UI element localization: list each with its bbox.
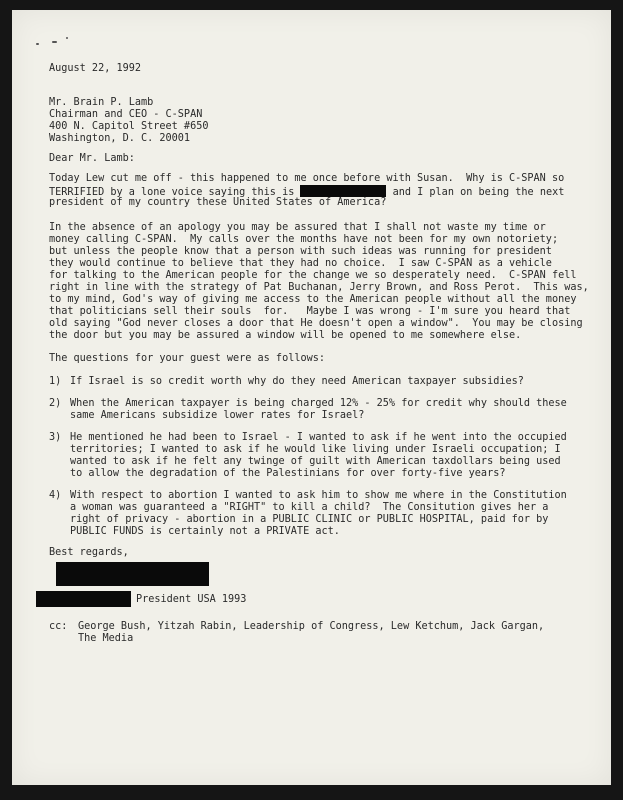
name-redaction (36, 591, 131, 607)
cc-label: cc: (49, 621, 68, 632)
signature-redaction (56, 562, 209, 586)
address-line: Mr. Brain P. Lamb (49, 97, 154, 108)
question-line: same Americans subsidize lower rates for Israel? (70, 410, 365, 421)
question-line: If Israel is so credit worth why do they need American taxpayer subsidies? (70, 376, 524, 387)
question-number: 3) (49, 432, 62, 443)
question-number: 4) (49, 490, 62, 501)
address-line: 400 N. Capitol Street #650 (49, 121, 209, 132)
paragraph-2-line: that politicians sell their souls for. Maybe I was wrong - I'm sure you heard that (49, 306, 571, 317)
paper-mark (52, 41, 57, 43)
paragraph-2-line: right in line with the strategy of Pat Buchanan, Jerry Brown, and Ross Perot. This was, (49, 282, 589, 293)
question-line: PUBLIC FUNDS is certainly not a PRIVATE act. (70, 526, 340, 537)
paragraph-1-line: Today Lew cut me off - this happened to me once before with Susan. Why is C-SPAN so (49, 173, 565, 184)
question-line: With respect to abortion I wanted to ask him to show me where in the Constitution (70, 490, 567, 501)
question-line: right of privacy - abortion in a PUBLIC CLINIC or PUBLIC HOSPITAL, paid for by (70, 514, 549, 525)
text-fragment: and I plan on being the next (386, 187, 565, 198)
cc-line: The Media (78, 633, 134, 644)
salutation: Dear Mr. Lamb: (49, 153, 135, 164)
letter-page (12, 10, 611, 785)
paragraph-2-line: old saying "God never closes a door that He doesn't open a window". You may be closing (49, 318, 583, 329)
question-line: When the American taxpayer is being charged 12% - 25% for credit why should these (70, 398, 567, 409)
paragraph-2-line: but unless the people know that a person with such ideas was running for president (49, 246, 552, 257)
question-line: wanted to ask if he felt any twinge of guilt with American taxdollars being used (70, 456, 561, 467)
paragraph-2-line: money calling C-SPAN. My calls over the months have not been for my own notoriety; (49, 234, 559, 245)
paragraph-1-line: president of my country these United States of America? (49, 197, 387, 208)
question-number: 1) (49, 376, 62, 387)
letter-date: August 22, 1992 (49, 63, 142, 74)
address-line: Washington, D. C. 20001 (49, 133, 191, 144)
paragraph-2-line: the door but you may be assured a window will be opened to me somewhere else. (49, 330, 522, 341)
signature-title: President USA 1993 (136, 594, 247, 605)
question-line: to allow the degradation of the Palestinians for over forty-five years? (70, 468, 506, 479)
address-line: Chairman and CEO - C-SPAN (49, 109, 203, 120)
text-fragment: TERRIFIED by a lone voice saying this is (49, 187, 301, 198)
paragraph-2-line: to my mind, God's way of giving me access to the American people without all the money (49, 294, 577, 305)
paragraph-2-line: In the absence of an apology you may be assured that I shall not waste my time or (49, 222, 546, 233)
question-number: 2) (49, 398, 62, 409)
redaction-bar (300, 185, 386, 197)
question-line: a woman was guaranteed a "RIGHT" to kill a child? The Consitution gives her a (70, 502, 549, 513)
paper-mark (36, 43, 39, 45)
closing: Best regards, (49, 547, 129, 558)
paper-mark (66, 37, 68, 39)
cc-line: George Bush, Yitzah Rabin, Leadership of Congress, Lew Ketchum, Jack Gargan, (78, 621, 545, 632)
question-line: He mentioned he had been to Israel - I wanted to ask if he went into the occupied (70, 432, 567, 443)
paragraph-2-line: they would continue to believe that they had no choice. I saw C-SPAN as a vehicle (49, 258, 552, 269)
question-line: territories; I wanted to ask if he would like living under Israeli occupation; I (70, 444, 561, 455)
questions-intro: The questions for your guest were as follows: (49, 353, 326, 364)
paragraph-2-line: for talking to the American people for the change we so desperately need. C-SPAN fell (49, 270, 577, 281)
